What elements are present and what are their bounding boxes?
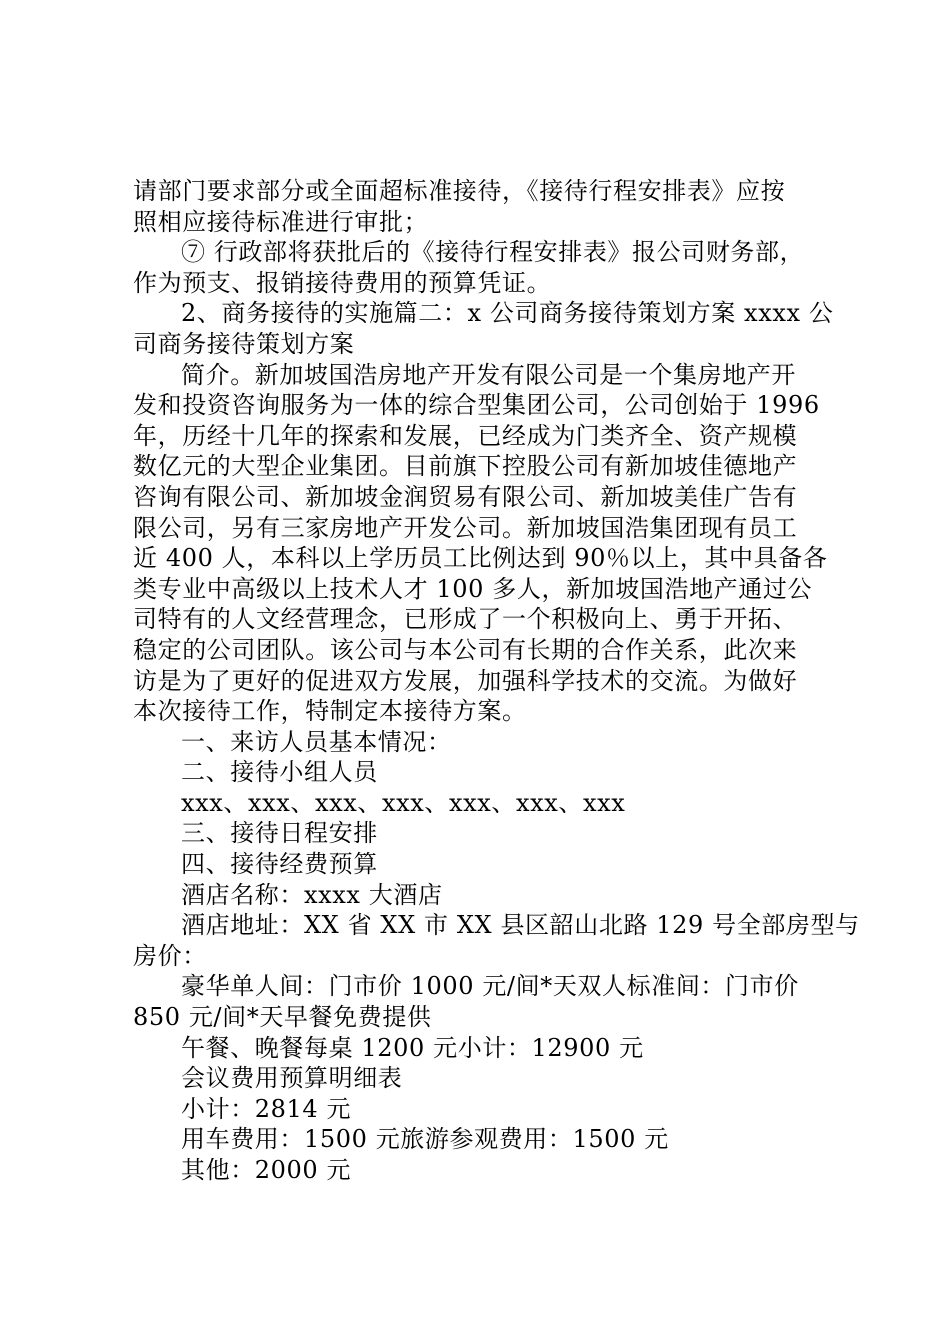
text-line: 作为预支、报销接待费用的预算凭证。 (133, 268, 552, 297)
text-line: 用车费用：1500 元旅游参观费用：1500 元 (181, 1125, 669, 1154)
text-line: 三、接待日程安排 (181, 819, 378, 848)
text-line: 酒店名称：xxxx 大酒店 (181, 880, 443, 909)
text-line: 访是为了更好的促进双方发展，加强科学技术的交流。为做好 (133, 666, 798, 695)
text-line: 2、商务接待的实施篇二：x 公司商务接待策划方案 xxxx 公 (181, 299, 834, 328)
text-line: 小计：2814 元 (181, 1094, 352, 1123)
text-line: 咨询有限公司、新加坡金润贸易有限公司、新加坡美佳广告有 (133, 482, 798, 511)
text-line: 照相应接待标准进行审批； (133, 207, 429, 236)
text-line: ⑦ 行政部将获批后的《接待行程安排表》报公司财务部， (181, 238, 805, 267)
text-line: xxx、xxx、xxx、xxx、xxx、xxx、xxx (181, 788, 626, 817)
text-line: 司商务接待策划方案 (133, 329, 355, 358)
text-line: 豪华单人间：门市价 1000 元/间*天双人标准间：门市价 (181, 972, 799, 1001)
text-line: 发和投资咨询服务为一体的综合型集团公司，公司创始于 1996 (133, 391, 820, 420)
text-line: 本次接待工作，特制定本接待方案。 (133, 697, 527, 726)
text-line: 数亿元的大型企业集团。目前旗下控股公司有新加坡佳德地产 (133, 452, 798, 481)
text-line: 司特有的人文经营理念，已形成了一个积极向上、勇于开拓、 (133, 605, 798, 634)
text-line: 近 400 人，本科以上学历员工比例达到 90％以上，其中具备各 (133, 544, 828, 573)
text-line: 类专业中高级以上技术人才 100 多人，新加坡国浩地产通过公 (133, 574, 813, 603)
text-line: 午餐、晚餐每桌 1200 元小计：12900 元 (181, 1033, 644, 1062)
text-line: 稳定的公司团队。该公司与本公司有长期的合作关系，此次来 (133, 635, 798, 664)
text-line: 会议费用预算明细表 (181, 1064, 403, 1093)
text-line: 二、接待小组人员 (181, 758, 378, 787)
text-line: 酒店地址：XX 省 XX 市 XX 县区韶山北路 129 号全部房型与 (181, 911, 860, 940)
text-line: 请部门要求部分或全面超标准接待，《接待行程安排表》应按 (133, 177, 786, 205)
text-line: 四、接待经费预算 (181, 850, 378, 879)
text-line: 一、来访人员基本情况： (181, 727, 452, 756)
document-body (133, 176, 860, 1186)
text-line: 限公司，另有三家房地产开发公司。新加坡国浩集团现有员工 (133, 513, 798, 542)
text-line: 房价： (133, 941, 207, 970)
text-line: 其他：2000 元 (181, 1156, 352, 1184)
text-line: 850 元/间*天早餐免费提供 (133, 1003, 432, 1032)
text-line: 简介。新加坡国浩房地产开发有限公司是一个集房地产开 (181, 360, 796, 389)
text-line: 年，历经十几年的探索和发展，已经成为门类齐全、资产规模 (133, 421, 798, 450)
